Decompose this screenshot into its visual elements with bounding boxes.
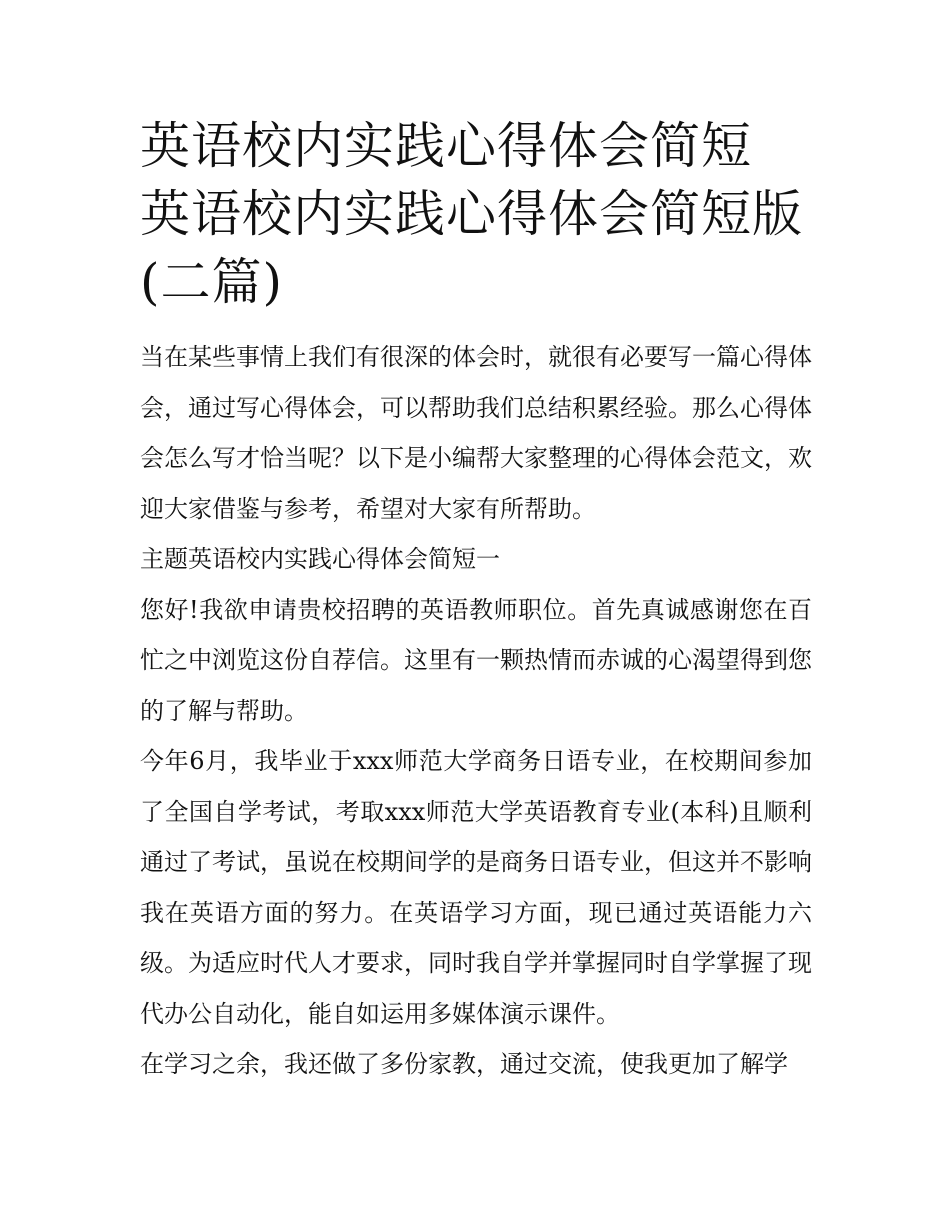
intro-paragraph: 当在某些事情上我们有很深的体会时，就很有必要写一篇心得体会，通过写心得体会，可以帮助我们总结积累经验。那么心得体会怎么写才恰当呢？以下是小编帮大家整理的心得体会范文，欢迎大家借鉴与参考，希望对大家有所帮助。 xyxy=(140,343,812,523)
document-title: 英语校内实践心得体会简短 英语校内实践心得体会简短版(二篇) xyxy=(140,117,803,311)
body-paragraph: 今年6月，我毕业于xxx师范大学商务日语专业，在校期间参加了全国自学考试，考取xxx师范大学英语教育专业(本科)且顺利通过了考试，虽说在校期间学的是商务日语专业，但这并不影响我在英语方面的努力。在英语学习方面，现已通过英语能力六级。为适应时代人才要求，同时我自学并掌握同时自学掌握了现代办公自动化，能自如运用多媒体演示课件。 xyxy=(140,747,812,1028)
document-body xyxy=(140,332,812,1090)
body-paragraph: 在学习之余，我还做了多份家教，通过交流，使我更加了解学 xyxy=(140,1050,788,1078)
section-heading: 主题英语校内实践心得体会简短一 xyxy=(140,545,500,573)
body-paragraph: 您好!我欲申请贵校招聘的英语教师职位。首先真诚感谢您在百忙之中浏览这份自荐信。这里有一颗热情而赤诚的心渴望得到您的了解与帮助。 xyxy=(140,595,812,725)
document-page xyxy=(140,112,812,1090)
